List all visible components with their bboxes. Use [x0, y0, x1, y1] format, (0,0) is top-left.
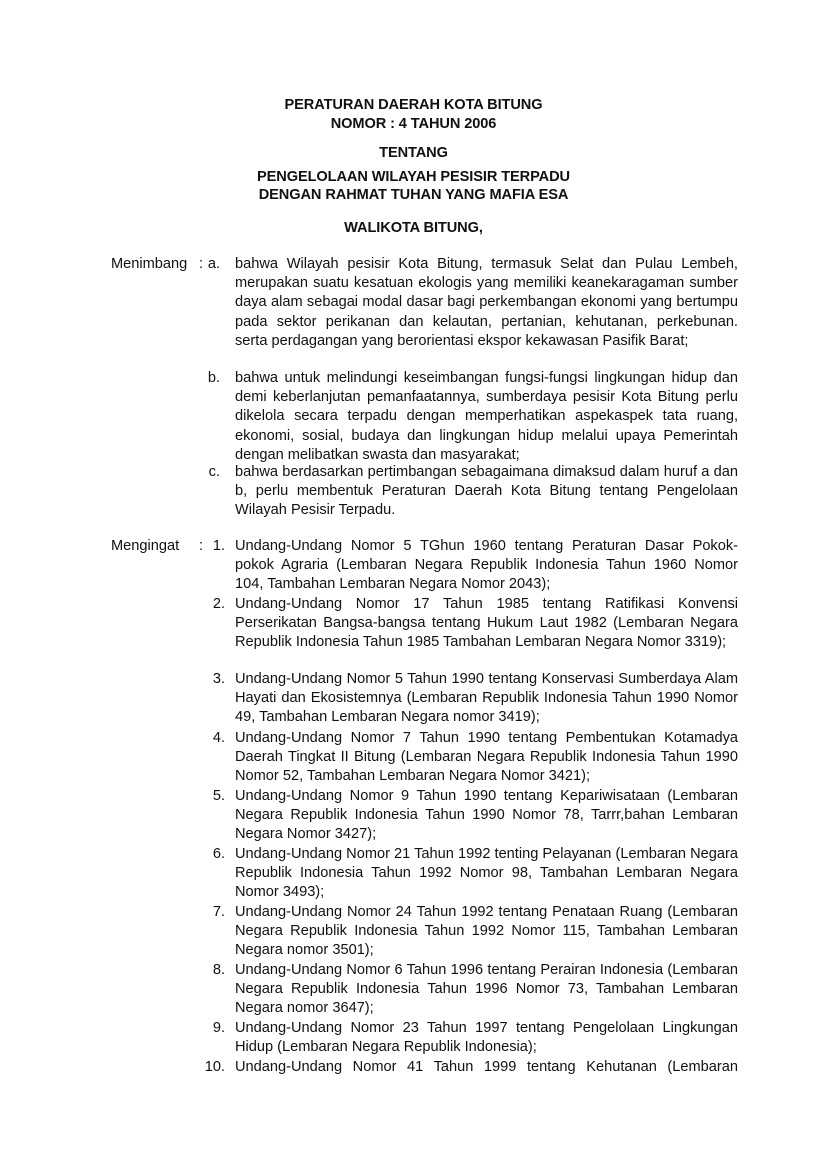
item-text: bahwa untuk melindungi keseimbangan fungsi-fungsi lingkungan hidup dan demi keberlanjutan pemanfaatannya, sumberdaya pesisir Kota Bitung perlu dikelola secara terpadu dengan memperhatikan aspekaspek tata ruang, ekonomi, sosial, budaya dan lingkungan hidup melalui upaya Pemerintah dengan melibatkan swasta dan masyarakat; [235, 370, 738, 463]
item-marker: 4. [212, 730, 225, 746]
regulation-number: NOMOR : 4 TAHUN 2006 [330, 116, 497, 132]
item-text: Undang-Undang Nomor 5 TGhun 1960 tentang Peraturan Dasar Pokok-pokok Agraria (Lembaran Negara Republik Indonesia Tahun 1960 Nomor 104, Tambahan Lembaran Negara Nomor 2043); [235, 538, 738, 593]
item-text: Undang-Undang Nomor 5 Tahun 1990 tentang Konservasi Sumberdaya Alam Hayati dan Ekosistemnya (Lembaran Republik Indonesia Tahun 1990 Nomor 49, Tambahan Lembaran Negara nomor 3419); [235, 671, 738, 726]
item-text: Undang-Undang Nomor 41 Tahun 1999 tentang Kehutanan (Lembaran [235, 1059, 738, 1075]
regulation-title: PERATURAN DAERAH KOTA BITUNG [284, 97, 543, 113]
item-marker: 3. [212, 671, 225, 687]
subject-line-1: PENGELOLAAN WILAYAH PESISIR TERPADU [256, 169, 570, 185]
item-text: Undang-Undang Nomor 21 Tahun 1992 tenting Pelayanan (Lembaran Negara Republik Indonesia Tahun 1992 Nomor 98, Tambahan Lembaran Negara Nomor 3493); [235, 846, 738, 901]
item-marker: 1. [212, 538, 225, 554]
mengingat-colon: : [199, 538, 204, 554]
item-marker: c. [208, 464, 220, 480]
item-text: Undang-Undang Nomor 24 Tahun 1992 tentang Penataan Ruang (Lembaran Negara Republik Indonesia Tahun 1992 Nomor 115, Tambahan Lembaran Negara nomor 3501); [235, 904, 738, 959]
item-marker: 7. [212, 904, 225, 920]
menimbang-label: Menimbang [111, 256, 188, 272]
item-text: Undang-Undang Nomor 7 Tahun 1990 tentang Pembentukan Kotamadya Daerah Tingkat II Bitung (Lembaran Negara Republik Indonesia Tahun 1990 Nomor 52, Tambahan Lembaran Negara Nomor 3421); [235, 730, 738, 785]
mengingat-label: Mengingat [111, 538, 180, 554]
mayor-heading: WALIKOTA BITUNG, [344, 220, 483, 236]
item-text: Undang-Undang Nomor 9 Tahun 1990 tentang Kepariwisataan (Lembaran Negara Republik Indonesia Tahun 1990 Nomor 78, Tarrr,bahan Lembaran Negara Nomor 3427); [235, 788, 738, 843]
item-text: Undang-Undang Nomor 17 Tahun 1985 tentang Ratifikasi Konvensi Perserikatan Bangsa-bangsa tentang Hukum Laut 1982 (Lembaran Negara Republik Indonesia Tahun 1985 Tambahan Lembaran Negara Nomor 3319); [235, 596, 738, 651]
item-marker: 9. [212, 1020, 225, 1036]
item-marker: 10. [204, 1059, 225, 1075]
item-text: bahwa berdasarkan pertimbangan sebagaimana dimaksud dalam huruf a dan b, perlu membentuk Peraturan Daerah Kota Bitung tentang Pengelolaan Wilayah Pesisir Terpadu. [235, 464, 738, 519]
item-marker: 6. [212, 846, 225, 862]
item-marker: 5. [212, 788, 225, 804]
subject-line-2: DENGAN RAHMAT TUHAN YANG MAFIA ESA [258, 187, 569, 203]
menimbang-colon: : [199, 256, 204, 272]
item-text: Undang-Undang Nomor 23 Tahun 1997 tentang Pengelolaan Lingkungan Hidup (Lembaran Negara Republik Indonesia); [235, 1020, 738, 1056]
item-text: bahwa Wilayah pesisir Kota Bitung, termasuk Selat dan Pulau Lembeh, merupakan suatu kesatuan ekologis yang memiliki keanekaragaman sumber daya alam sebagai modal dasar bagi perkembangan ekonomi yang bertumpu pada sektor perikanan dan kelautan, pertanian, kehutanan, perkebunan. serta perdagangan yang berorientasi ekspor kekawasan Pasifik Barat; [235, 256, 738, 349]
item-marker: b. [207, 370, 220, 386]
item-marker: 8. [212, 962, 225, 978]
item-marker: 2. [212, 596, 225, 612]
item-marker: a. [207, 256, 220, 272]
item-text: Undang-Undang Nomor 6 Tahun 1996 tentang Perairan Indonesia (Lembaran Negara Republik Indonesia Tahun 1996 Nomor 73, Tambahan Lembaran Negara nomor 3647); [235, 962, 738, 1017]
tentang-heading: TENTANG [379, 145, 448, 161]
